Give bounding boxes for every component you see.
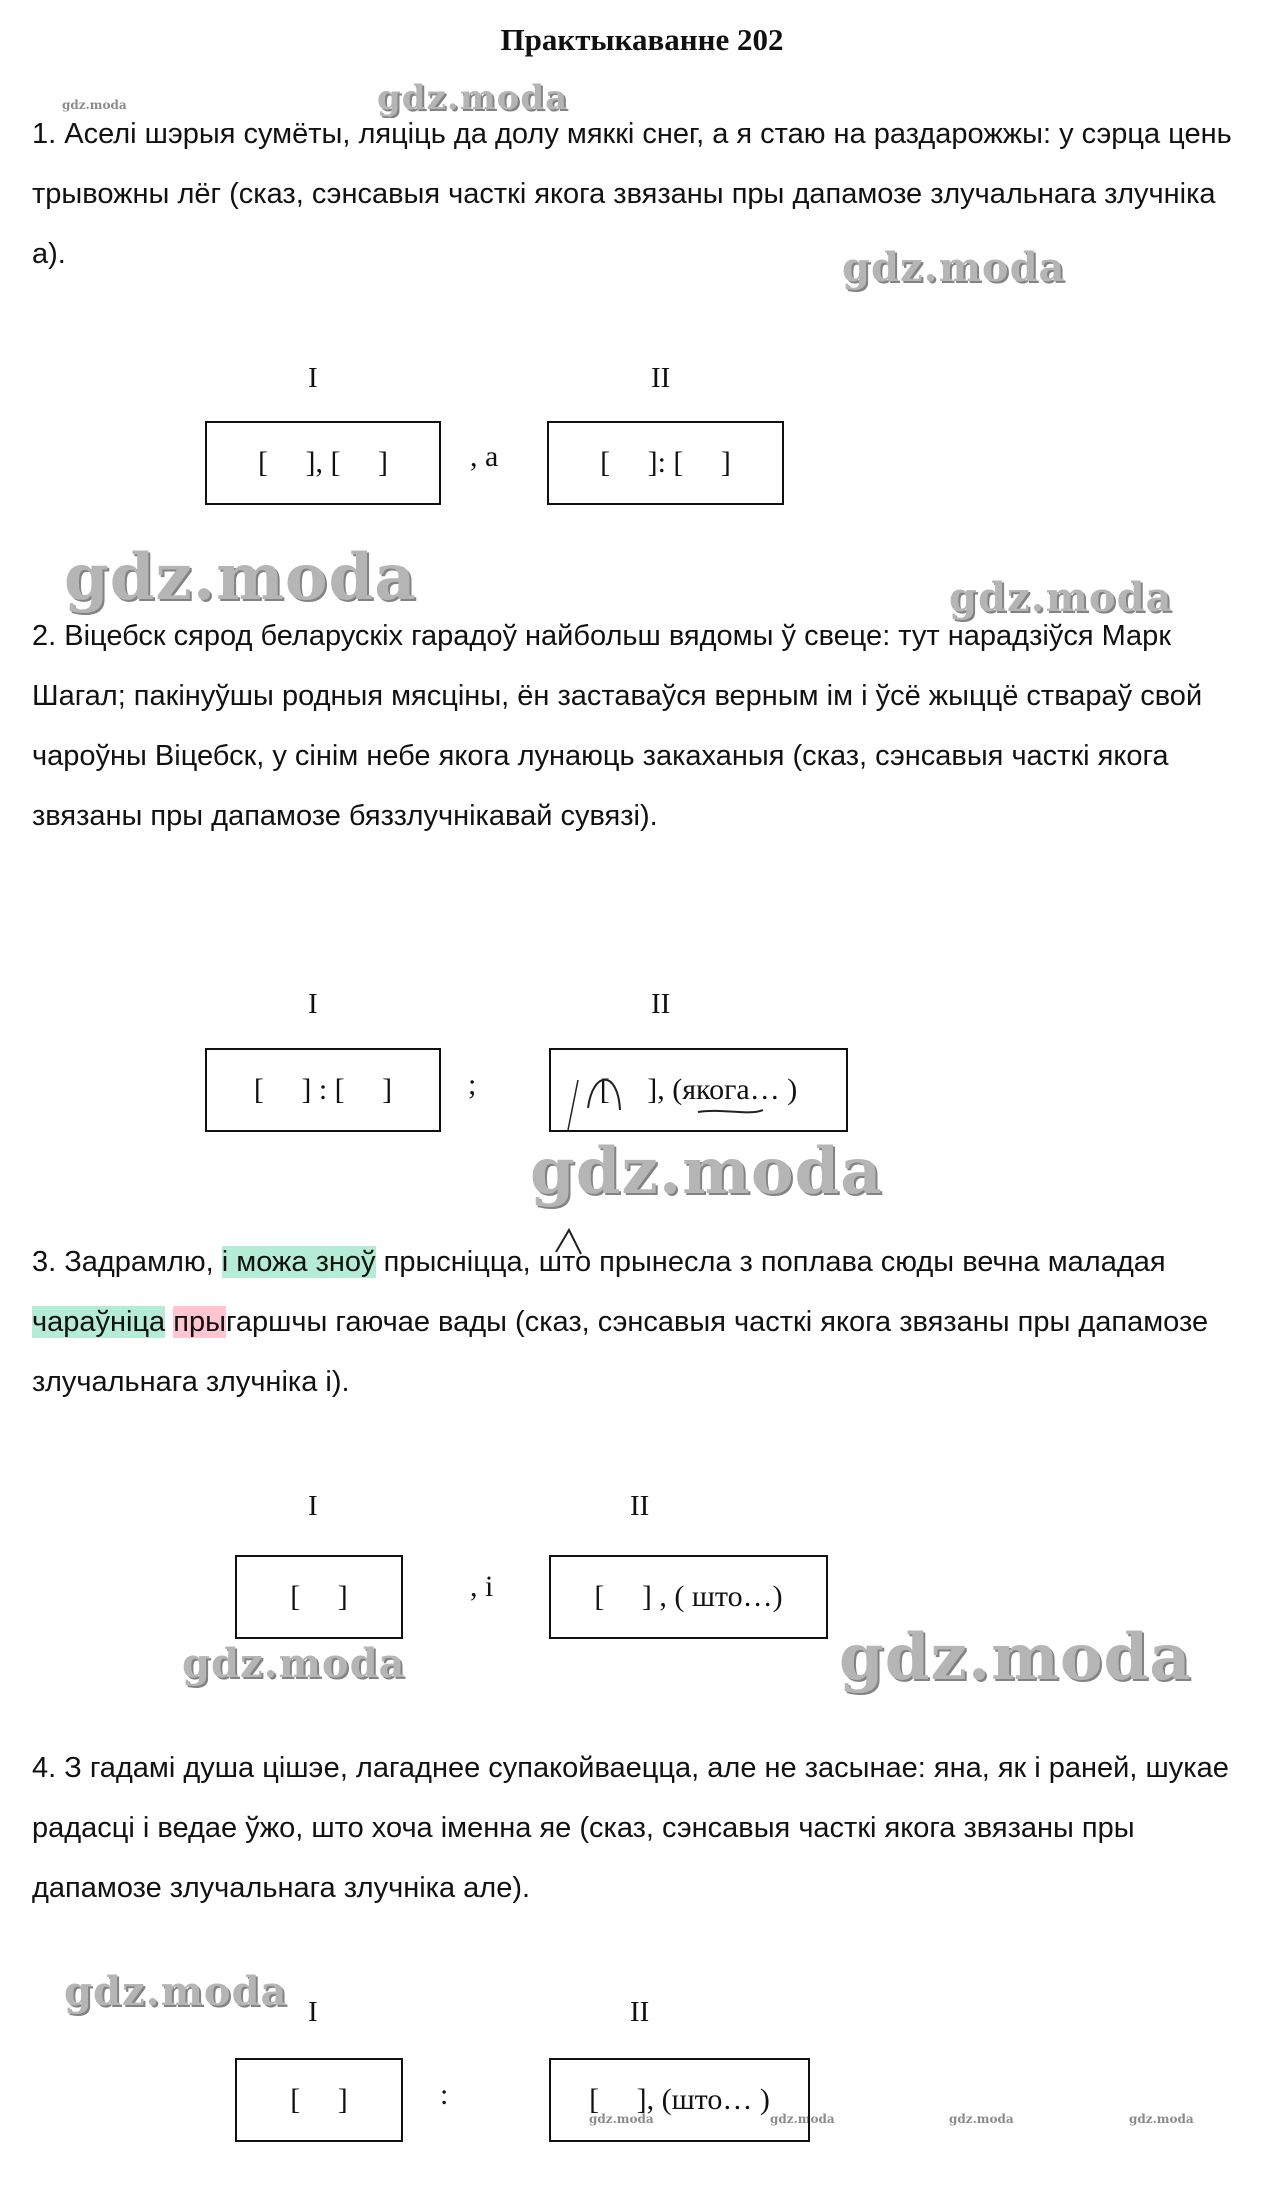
watermark: gdz.moda	[770, 2112, 835, 2126]
exercise-4-scheme-part-i: [ ]	[235, 2058, 403, 2142]
exercise-4-label-i: I	[308, 1996, 318, 2028]
watermark: gdz.moda	[949, 2112, 1014, 2126]
watermark: gdz.moda	[64, 1968, 288, 2015]
exercise-2-scheme-part-ii: [ ], (якога… )	[549, 1048, 848, 1132]
exercise-3-highlight: пры	[173, 1306, 226, 1338]
exercise-3-scheme-part-i: [ ]	[235, 1555, 403, 1639]
watermark: gdz.moda	[182, 1640, 406, 1687]
exercise-4-text: 4. З гадамі душа цішэе, лагаднее супакойваецца, але не засынае: яна, як і раней, шукае радасці і ведае ўжо, што хоча іменна яе (сказ, сэнсавыя часткі якога звязаны пры дапамозе злучальнага злучніка але).	[32, 1752, 1229, 1904]
exercise-1-scheme-part-i: [ ], [ ]	[205, 421, 441, 505]
watermark: gdz.moda	[589, 2112, 654, 2126]
exercise-3-connector: , і	[470, 1570, 494, 1603]
watermark: gdz.moda	[839, 1620, 1192, 1695]
watermark: gdz.moda	[1129, 2112, 1194, 2126]
exercise-3-highlight: і можа зноў	[221, 1246, 376, 1278]
pen-scribble	[548, 1050, 808, 1140]
exercise-1-label-i: I	[308, 362, 318, 394]
page-title: Практыкаванне 202	[500, 22, 784, 57]
exercise-4-scheme-part-ii: [ ], (што… )	[549, 2058, 810, 2142]
exercise-1-connector: , а	[470, 440, 499, 473]
exercise-3-highlight: чараўніца	[32, 1306, 166, 1338]
exercise-2-label-ii: II	[651, 988, 671, 1020]
pen-scribble	[551, 1222, 591, 1262]
exercise-1-scheme-part-ii: [ ]: [ ]	[547, 421, 784, 505]
exercise-3-label-ii: II	[630, 1490, 650, 1522]
watermark: gdz.moda	[530, 1134, 883, 1209]
watermark: gdz.moda	[842, 244, 1066, 291]
exercise-1-text: 1. Аселі шэрыя сумёты, ляціць да долу мяккі снег, а я стаю на раздарожжы: у сэрца цень трывожны лёг (сказ, сэнсавыя часткі якога звязаны пры дапамозе злучальнага злучніка а).	[32, 118, 1232, 270]
exercise-4-label-ii: II	[630, 1996, 650, 2028]
exercise-3-text	[32, 1232, 1252, 1412]
watermark: gdz.moda	[377, 78, 569, 118]
exercise-3-text-part: 3. Задрамлю,	[32, 1246, 222, 1278]
exercise-3-scheme-part-ii: [ ] , ( што…)	[549, 1555, 828, 1639]
exercise-3-text-part: прысніцца, што прынесла з поплава сюды вечна маладая	[375, 1246, 1166, 1278]
watermark: gdz.moda	[64, 540, 417, 615]
exercise-2-connector: ;	[468, 1068, 477, 1101]
watermark: gdz.moda	[949, 574, 1173, 621]
exercise-1-label-ii: II	[651, 362, 671, 394]
exercise-4-connector: :	[440, 2078, 449, 2111]
watermark: gdz.moda	[62, 98, 127, 112]
exercise-2-label-i: I	[308, 988, 318, 1020]
exercise-3-text-part: гаршчы гаючае вады (сказ, сэнсавыя часткі якога звязаны пры дапамозе злучальнага злучніка і).	[32, 1306, 1209, 1398]
exercise-2-scheme-part-i: [ ] : [ ]	[205, 1048, 441, 1132]
exercise-3-label-i: I	[308, 1490, 318, 1522]
exercise-2-text: 2. Віцебск сярод беларускіх гарадоў найбольш вядомы ў свеце: тут нарадзіўся Марк Шагал; пакінуўшы родныя мясціны, ён заставаўся верным ім і ўсё жыццё ствараў свой чароўны Віцебск, у сінім небе якога лунаюць закаханыя (сказ, сэнсавыя часткі якога звязаны пры дапамозе бяззлучнікавай сувязі).	[32, 620, 1203, 832]
